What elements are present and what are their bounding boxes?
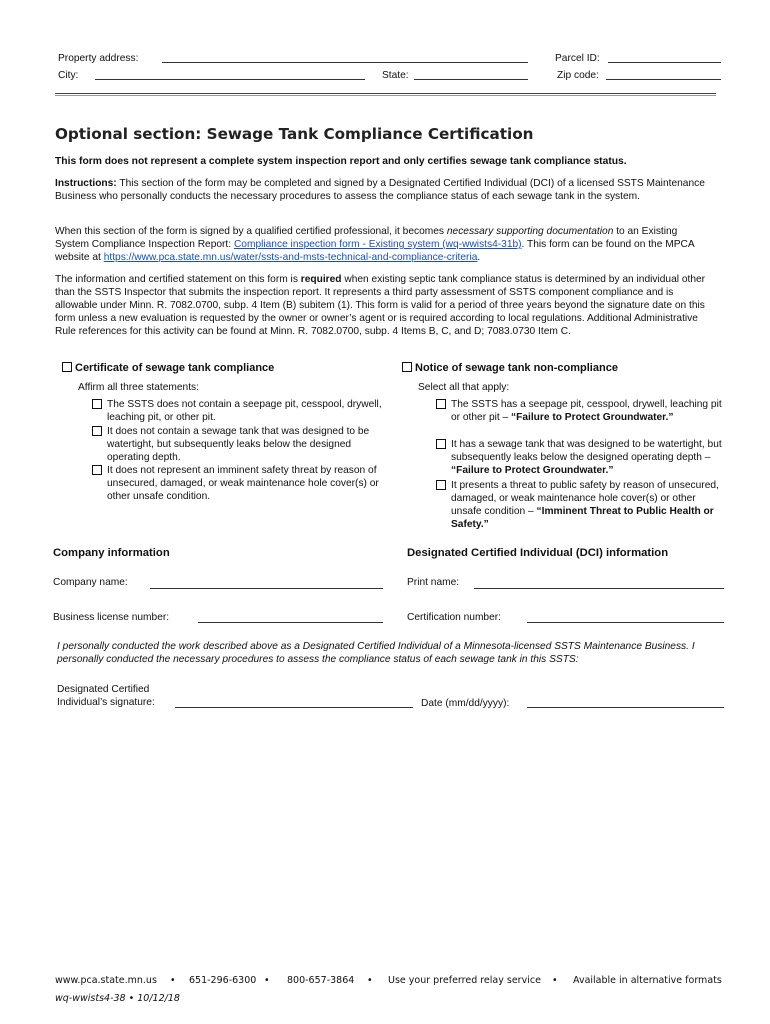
compliance-form-link[interactable]: Compliance inspection form - Existing system (wq-wwists4-31b) <box>233 239 522 250</box>
supporting-documentation-paragraph: When this section of the form is signed by a qualified certified professional, it becomes necessary supporting documentation to an Existing System Compliance Inspection Report: Compliance inspection form - Existing system (wq-wwists4-31b). This form can be found on the MPCA website at https://www.pca.state.mn.us/water/ssts-and-msts-technical-and-compliance-criteria. <box>55 226 695 263</box>
footer-alternative-formats: Available in alternative formats <box>573 975 722 986</box>
non-compliance-item-2-checkbox[interactable] <box>436 439 446 449</box>
non-compliance-item-1: The SSTS has a seepage pit, cesspool, drywell, leaching pit or other pit – “Failure to Protect Groundwater.” <box>436 398 728 424</box>
city-label: City: <box>58 70 79 81</box>
date-field[interactable] <box>527 707 724 708</box>
certification-statement: I personally conducted the work described above as a Designated Certified Individual of a Minnesota-licensed SSTS Maintenance Business. I personally conducted the necessary procedures to assess the compliance status of each sewage tank in this SSTS: <box>57 641 695 665</box>
mpca-website-link[interactable]: https://www.pca.state.mn.us/water/ssts-and-msts-technical-and-compliance-criteria <box>103 252 478 263</box>
section-title: Optional section: Sewage Tank Compliance Certification <box>55 125 534 143</box>
non-compliance-item-3: It presents a threat to public safety by reason of unsecured, damaged, or weak maintenance hole cover(s) or other unsafe condition – “Imminent Threat to Public Health or Safety.” <box>436 479 728 531</box>
footer-phone-local: 651-296-6300 <box>189 975 257 986</box>
signature-label: Designated Certified Individual’s signature: <box>57 684 155 708</box>
footer-bullet: • <box>552 975 558 986</box>
zip-code-label: Zip code: <box>557 70 599 81</box>
compliance-certificate-heading: Certificate of sewage tank compliance <box>62 362 274 374</box>
non-compliance-instruction: Select all that apply: <box>418 382 510 393</box>
business-license-label: Business license number: <box>53 612 170 623</box>
compliance-statement-3: It does not represent an imminent safety threat by reason of unsecured, damaged, or weak maintenance hole cover(s) or other unsafe condition. <box>92 464 382 503</box>
non-compliance-notice-heading: Notice of sewage tank non-compliance <box>402 362 618 374</box>
company-name-label: Company name: <box>53 577 128 588</box>
disclaimer-text: This form does not represent a complete system inspection report and only certifies sewage tank compliance status. <box>55 156 627 167</box>
date-label: Date (mm/dd/yyyy): <box>421 698 510 709</box>
compliance-statement-2: It does not contain a sewage tank that was designed to be watertight, but subsequently leaks below the designed operating depth. <box>92 425 382 464</box>
compliance-statement-1-checkbox[interactable] <box>92 399 102 409</box>
non-compliance-checkbox[interactable] <box>402 362 412 372</box>
compliance-instruction: Affirm all three statements: <box>78 382 199 393</box>
print-name-label: Print name: <box>407 577 460 588</box>
non-compliance-item-2: It has a sewage tank that was designed to be watertight, but subsequently leaks below the designed operating depth – “Failure to Protect Groundwater.” <box>436 438 728 477</box>
dci-information-heading: Designated Certified Individual (DCI) information <box>407 547 669 559</box>
state-field[interactable] <box>414 79 528 80</box>
certification-number-field[interactable] <box>527 622 724 623</box>
footer-phone-tollfree: 800-657-3864 <box>287 975 355 986</box>
non-compliance-item-3-checkbox[interactable] <box>436 480 446 490</box>
footer-bullet: • <box>367 975 373 986</box>
signature-field[interactable] <box>175 707 413 708</box>
footer-website: www.pca.state.mn.us <box>55 975 157 986</box>
instructions-paragraph: Instructions: This section of the form may be completed and signed by a Designated Certified Individual (DCI) of a licensed SSTS Maintenance Business who personally conducts the necessary procedures to assess the compliance status of each sewage tank in the system. <box>55 178 705 202</box>
property-address-label: Property address: <box>58 53 139 64</box>
footer-relay-service: Use your preferred relay service <box>388 975 541 986</box>
compliance-statement-3-checkbox[interactable] <box>92 465 102 475</box>
footer-form-id: wq-wwists4-38 • 10/12/18 <box>55 993 180 1004</box>
certification-number-label: Certification number: <box>407 612 501 623</box>
compliance-statement-1: The SSTS does not contain a seepage pit, cesspool, drywell, leaching pit, or other pit. <box>92 398 382 424</box>
parcel-id-label: Parcel ID: <box>555 53 600 64</box>
header-divider <box>55 93 716 96</box>
parcel-id-field[interactable] <box>608 62 721 63</box>
footer-bullet: • <box>264 975 270 986</box>
requirements-paragraph: The information and certified statement on this form is required when existing septic tank compliance status is determined by an individual other than the SSTS Inspector that submits the inspection report. It represents a third party assessment of SSTS component compliance and is allowable under Minn. R. 7082.0700, subp. 4 Item (B) subitem (1). This form is valid for a period of three years beyond the signature date on this form unless a new evaluation is requested by the owner or owner’s agent or is required according to local regulations. Additional Administrative Rule references for this activity can be found at Minn. R. 7082.0700, subp. 4 Items B, C, and D; 7083.0730 Item C. <box>55 274 706 337</box>
compliance-statement-2-checkbox[interactable] <box>92 426 102 436</box>
business-license-field[interactable] <box>198 622 383 623</box>
company-information-heading: Company information <box>53 547 170 559</box>
print-name-field[interactable] <box>474 588 724 589</box>
company-name-field[interactable] <box>150 588 383 589</box>
compliance-checkbox[interactable] <box>62 362 72 372</box>
footer-bullet: • <box>170 975 176 986</box>
state-label: State: <box>382 70 409 81</box>
city-field[interactable] <box>95 79 365 80</box>
non-compliance-item-1-checkbox[interactable] <box>436 399 446 409</box>
property-address-field[interactable] <box>162 62 528 63</box>
zip-code-field[interactable] <box>606 79 721 80</box>
